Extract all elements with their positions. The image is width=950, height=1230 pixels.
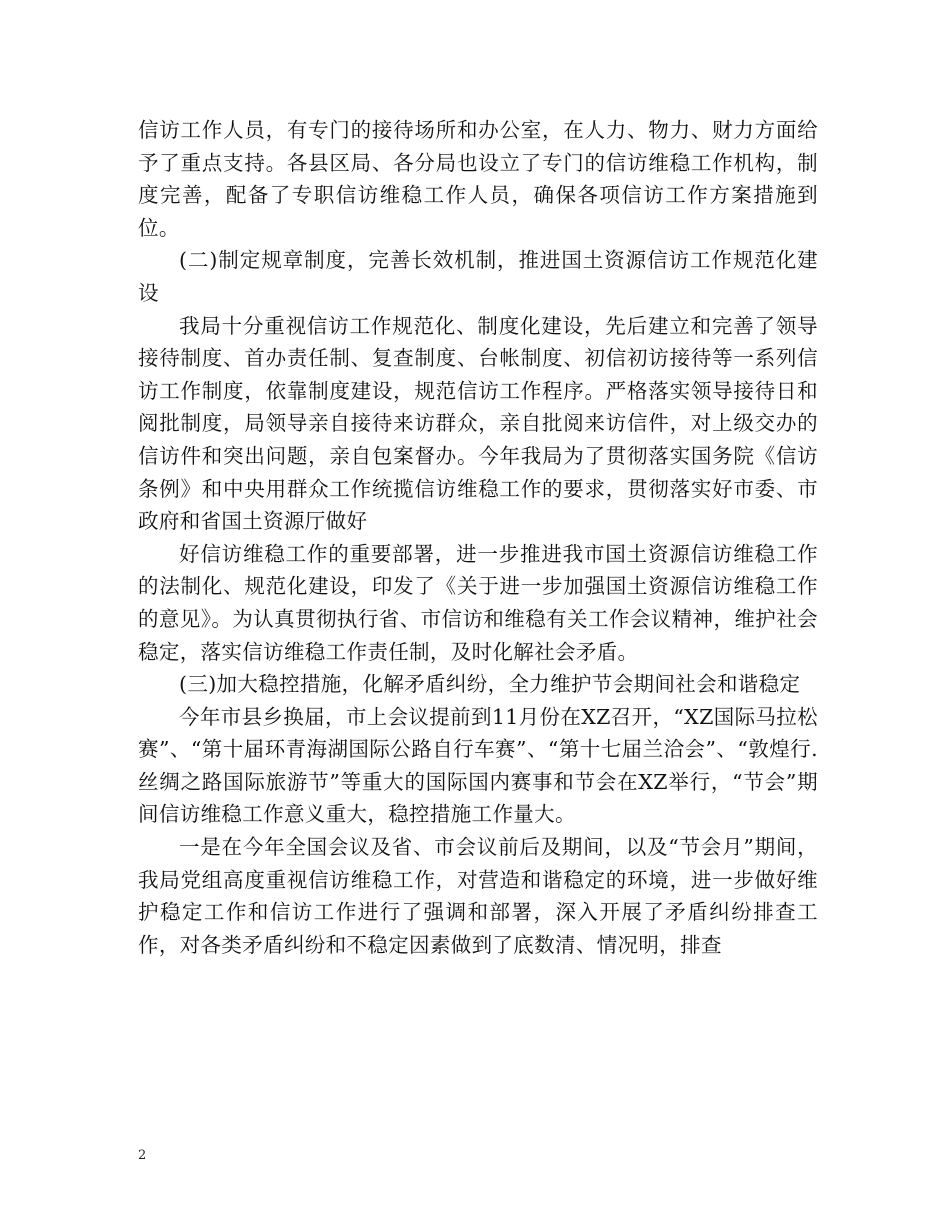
- paragraph-4: 好信访维稳工作的重要部署，进一步推进我市国土资源信访维稳工作的法制化、规范化建设，印发了《关于进一步加强国土资源信访维稳工作的意见》。为认真贯彻执行省、市信访和维稳有关工作会议精神，维护社会稳定，落实信访维稳工作责任制，及时化解社会矛盾。: [138, 541, 818, 664]
- section-heading-2: (二)制定规章制度，完善长效机制，推进国土资源信访工作规范化建设: [138, 248, 818, 305]
- section-heading-3: (三)加大稳控措施，化解矛盾纠纷，全力维护节会期间社会和谐稳定: [179, 672, 801, 697]
- paragraph-1: 信访工作人员，有专门的接待场所和办公室，在人力、物力、财力方面给予了重点支持。各县区局、各分局也设立了专门的信访维稳工作机构，制度完善，配备了专职信访维稳工作人员，确保各项信访工作方案措施到位。: [138, 118, 818, 240]
- page-number: 2: [138, 1148, 147, 1163]
- paragraph-7: 一是在今年全国会议及省、市会议前后及期间，以及“节会月”期间，我局党组高度重视信访维稳工作，对营造和谐稳定的环境，进一步做好维护稳定工作和信访工作进行了强调和部署，深入开展了矛盾纠纷排查工作，对各类矛盾纠纷和不稳定因素做到了底数清、情况明，排查: [138, 835, 818, 957]
- document-body: [138, 114, 818, 961]
- paragraph-3: 我局十分重视信访工作规范化、制度化建设，先后建立和完善了领导接待制度、首办责任制、复查制度、台帐制度、初信初访接待等一系列信访工作制度，依靠制度建设，规范信访工作程序。严格落实领导接待日和阅批制度，局领导亲自接待来访群众，亲自批阅来访信件，对上级交办的信访件和突出问题，亲自包案督办。今年我局为了贯彻落实国务院《信访条例》和中央用群众工作统揽信访维稳工作的要求，贯彻落实好市委、市政府和省国土资源厅做好: [138, 313, 818, 534]
- paragraph-6: 今年市县乡换届，市上会议提前到11月份在XZ召开，“XZ国际马拉松赛”、“第十届环青海湖国际公路自行车赛”、“第十七届兰洽会”、“敦煌行.丝绸之路国际旅游节”等重大的国际国内赛事和节会在XZ举行，“节会”期间信访维稳工作意义重大，稳控措施工作量大。: [138, 704, 818, 827]
